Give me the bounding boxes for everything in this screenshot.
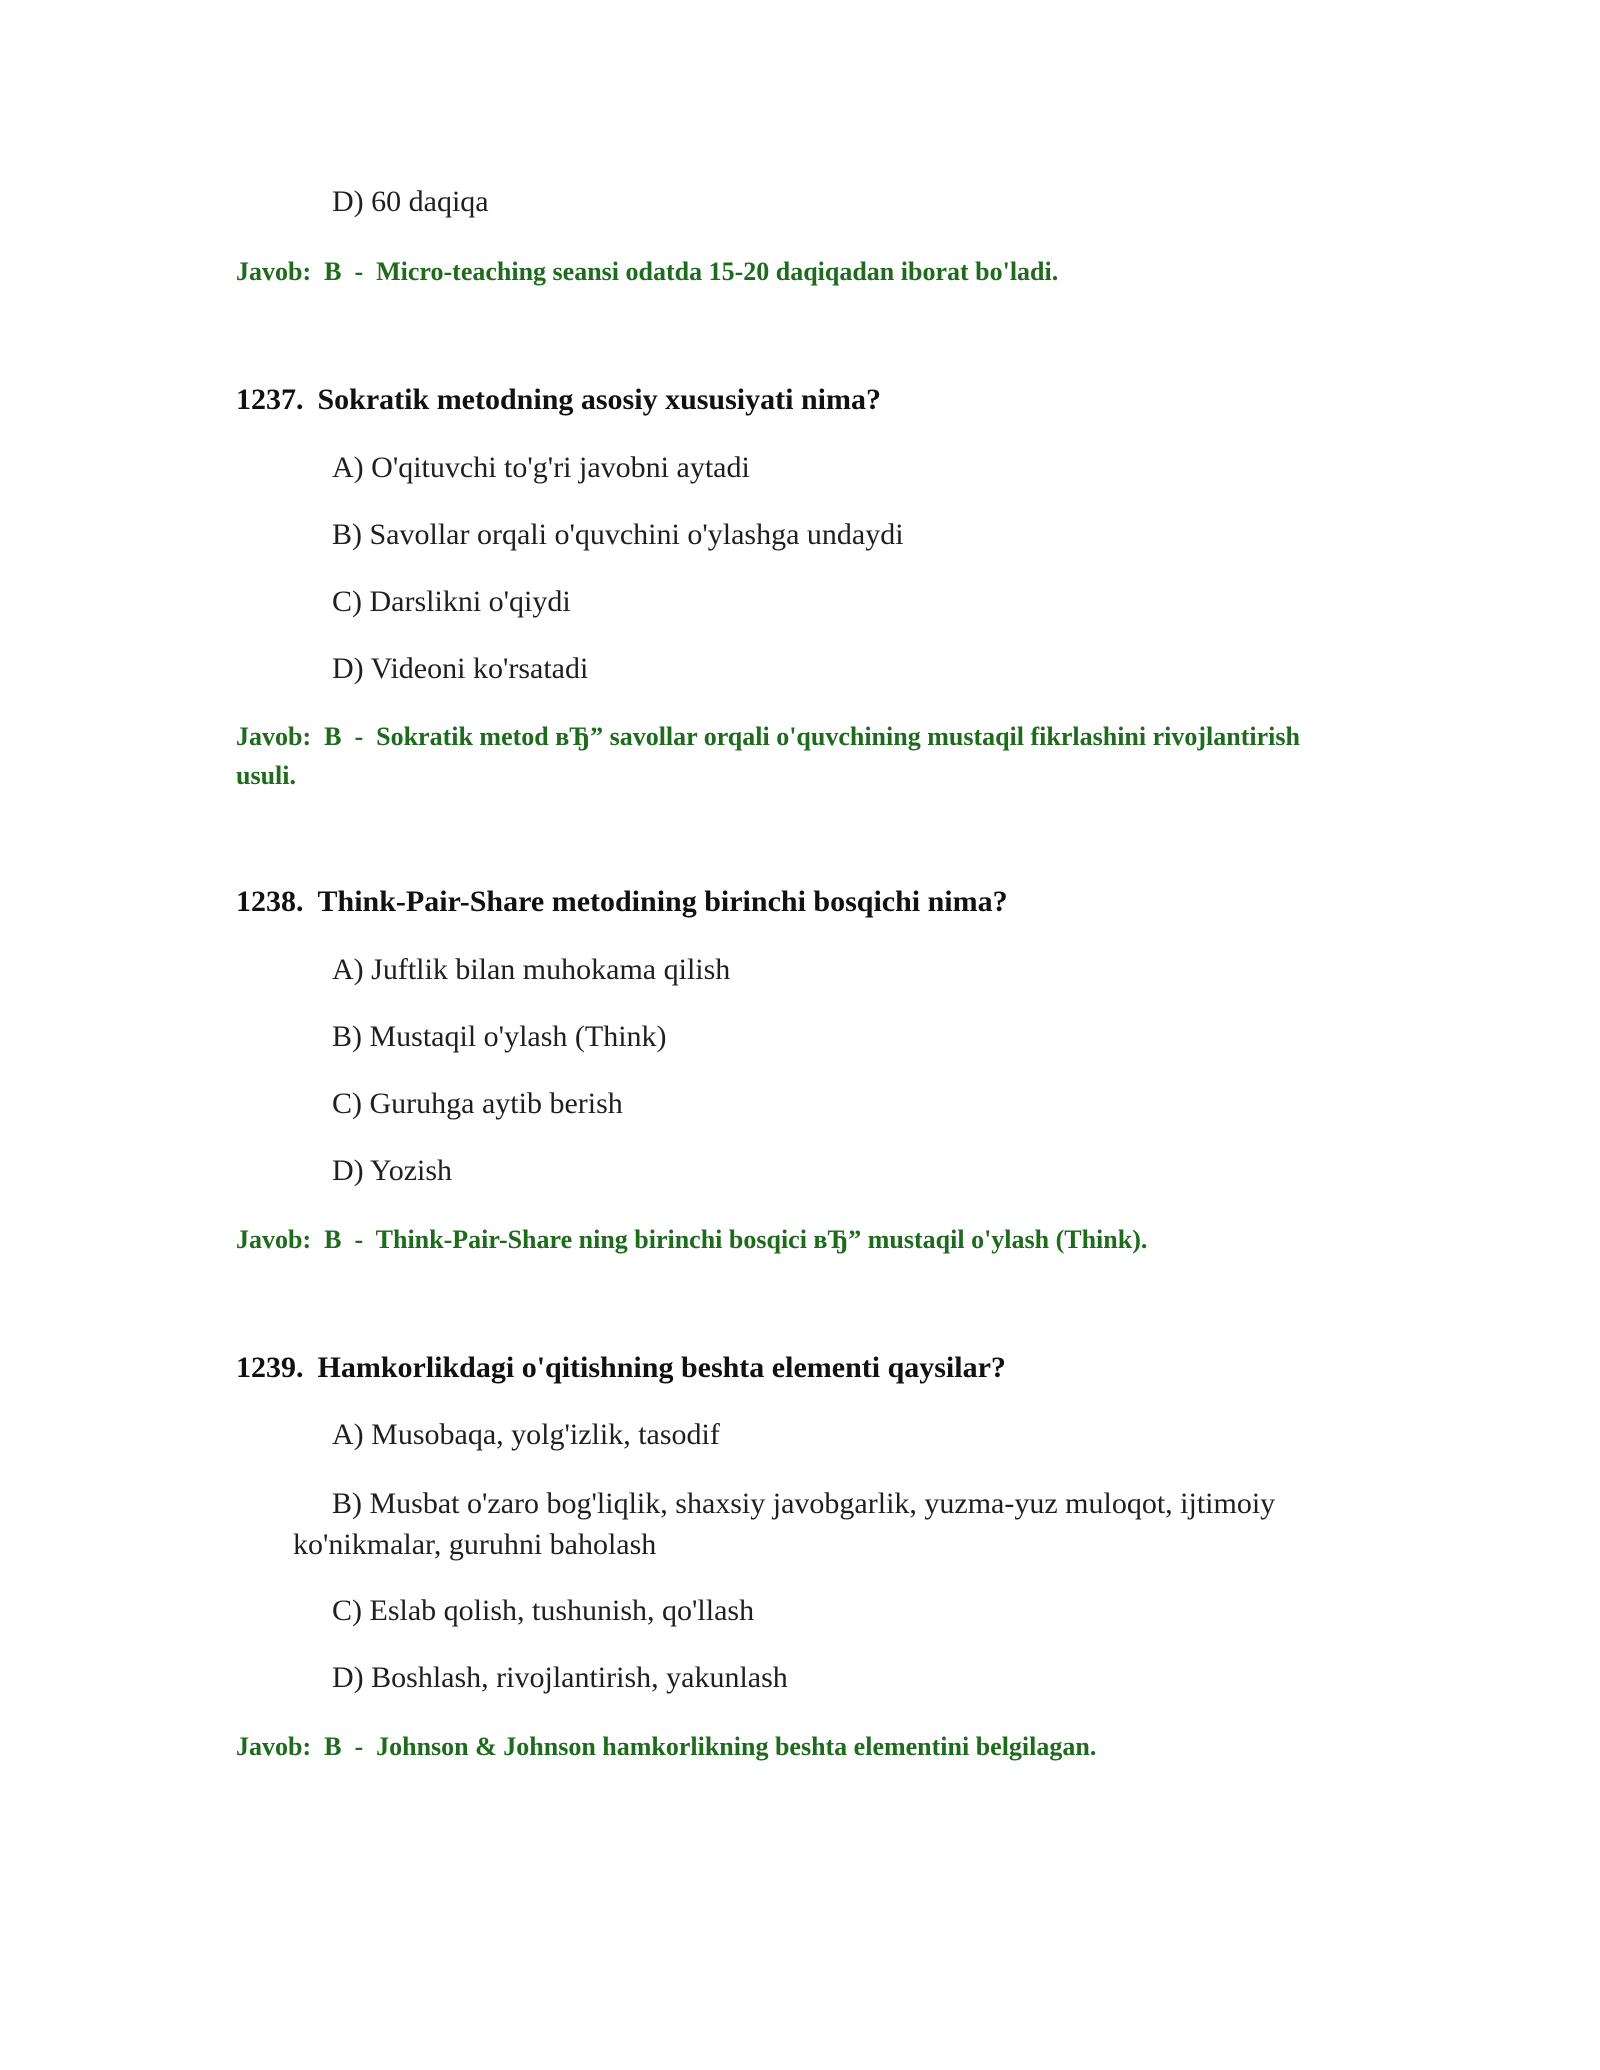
option-a-1239: A) Musobaqa, yolg'izlik, tasodif — [332, 1418, 720, 1451]
answer-prefix: Javob: B - — [236, 722, 377, 751]
question-number: 1238. — [236, 885, 304, 918]
answer-text: Think-Pair-Share ning birinchi bosqici вЂ” mustaqil o'ylash (Think). — [375, 1225, 1148, 1254]
question-1239 — [236, 1351, 1006, 1385]
answer-prev — [236, 252, 1366, 291]
answer-1239 — [236, 1727, 1366, 1766]
answer-text: Micro-teaching seansi odatda 15-20 daqiqadan iborat bo'ladi. — [376, 257, 1059, 286]
answer-prefix: Javob: B - — [236, 1225, 376, 1254]
option-d-prev: D) 60 daqiqa — [332, 185, 489, 218]
option-b-1238: B) Mustaqil o'ylash (Think) — [332, 1020, 667, 1053]
option-d-1239: D) Boshlash, rivojlantirish, yakunlash — [332, 1661, 788, 1694]
question-number: 1237. — [236, 383, 304, 416]
option-d-1238: D) Yozish — [332, 1154, 453, 1187]
option-c-1237: C) Darslikni o'qiydi — [332, 585, 571, 618]
question-1238 — [236, 885, 1008, 919]
option-c-1238: C) Guruhga aytib berish — [332, 1087, 623, 1120]
option-b-1237: B) Savollar orqali o'quvchini o'ylashga undaydi — [332, 518, 904, 551]
answer-prefix: Javob: B - — [236, 257, 377, 286]
option-a-1238: A) Juftlik bilan muhokama qilish — [332, 953, 731, 986]
question-1237 — [236, 383, 881, 417]
answer-prefix: Javob: B - — [236, 1732, 377, 1761]
question-text: Sokratik metodning asosiy xususiyati nima? — [317, 383, 881, 416]
answer-1238 — [236, 1220, 1366, 1259]
option-b-1239: B) Musbat o'zaro bog'liqlik, shaxsiy javobgarlik, yuzma-yuz muloqot, ijtimoiy ko'nikmalar, guruhni baholash — [293, 1487, 1276, 1561]
question-text: Hamkorlikdagi o'qitishning beshta elementi qaysilar? — [317, 1351, 1006, 1384]
answer-1237 — [236, 717, 1366, 795]
question-text: Think-Pair-Share metodining birinchi bosqichi nima? — [317, 885, 1008, 918]
answer-text: Sokratik metod вЂ” savollar orqali o'quvchining mustaqil fikrlashini rivojlantirish usuli. — [236, 722, 1300, 790]
question-number: 1239. — [236, 1351, 304, 1384]
option-d-1237: D) Videoni ko'rsatadi — [332, 652, 589, 685]
option-a-1237: A) O'qituvchi to'g'ri javobni aytadi — [332, 451, 750, 484]
answer-text: Johnson & Johnson hamkorlikning beshta elementini belgilagan. — [376, 1732, 1097, 1761]
option-c-1239: C) Eslab qolish, tushunish, qo'llash — [332, 1594, 755, 1627]
